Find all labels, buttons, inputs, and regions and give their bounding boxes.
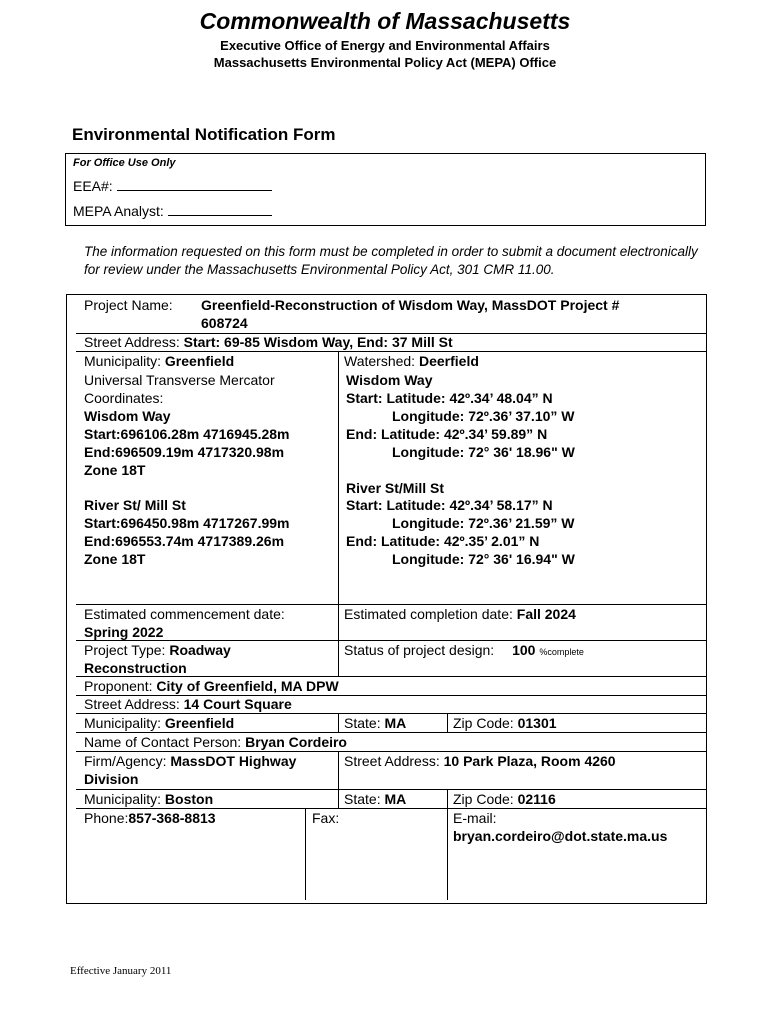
- mepa-analyst-input-line[interactable]: [168, 214, 272, 216]
- agency-name: Executive Office of Energy and Environmental Affairs: [220, 38, 550, 53]
- design-status-value: 100: [512, 642, 536, 658]
- eea-input-line[interactable]: [117, 189, 272, 191]
- column-divider: [447, 808, 448, 900]
- utm-line: Zone 18T: [84, 551, 146, 567]
- contact-state-row: [344, 790, 406, 808]
- latlon-line: Longitude: 72º.36’ 21.59” W: [392, 515, 575, 531]
- eea-label: EEA#:: [73, 178, 113, 194]
- email-value: bryan.cordeiro@dot.state.ma.us: [453, 828, 668, 844]
- project-municipality-label: Municipality:: [84, 353, 162, 369]
- latlon-line: Start: Latitude: 42º.34’ 48.04” N: [346, 390, 553, 406]
- phone-label: Phone:: [84, 810, 129, 826]
- eea-number-field[interactable]: [73, 178, 272, 194]
- contact-municipality-row: [84, 790, 213, 808]
- completion-label: Estimated completion date:: [344, 606, 513, 622]
- office-name: Massachusetts Environmental Policy Act (MEPA) Office: [213, 55, 557, 70]
- utm-line: Start:696106.28m 4716945.28m: [84, 426, 290, 442]
- contact-name-value: Bryan Cordeiro: [245, 734, 347, 750]
- contact-name-row: [84, 733, 347, 751]
- contact-name-label: Name of Contact Person:: [84, 734, 242, 750]
- project-name-value: Greenfield-Reconstruction of Wisdom Way, MassDOT Project #: [201, 297, 620, 313]
- latlon-title: Wisdom Way: [346, 372, 433, 388]
- latlon-line: End: Latitude: 42º.35’ 2.01” N: [346, 533, 540, 549]
- project-municipality-row: [84, 352, 234, 370]
- contact-zip-label: Zip Code:: [453, 791, 514, 807]
- proponent-zip-row: [453, 714, 557, 732]
- latlon-line: Longitude: 72º.36’ 37.10” W: [392, 408, 575, 424]
- proponent-value: City of Greenfield, MA DPW: [156, 678, 339, 694]
- fax-label: Fax:: [312, 810, 340, 826]
- commencement-label: Estimated commencement date:: [84, 606, 285, 622]
- proponent-label: Proponent:: [84, 678, 153, 694]
- column-divider: [338, 713, 339, 733]
- contact-state-value: MA: [384, 791, 407, 807]
- proponent-municipality-label: Municipality:: [84, 715, 162, 731]
- contact-municipality-value: Boston: [164, 791, 214, 807]
- design-status-unit: %complete: [539, 647, 584, 657]
- project-type-value: Roadway: [169, 642, 231, 658]
- instructions-text: The information requested on this form must be completed in order to submit a document electronically for review under the Massachusetts Environmental Policy Act, 301 CMR 11.00.: [84, 244, 698, 277]
- firm-value-cont: Division: [84, 771, 139, 787]
- latlon-line: Start: Latitude: 42º.34’ 58.17” N: [346, 497, 553, 513]
- utm-line: Start:696450.98m 4717267.99m: [84, 515, 290, 531]
- proponent-state-label: State:: [344, 715, 381, 731]
- watershed-row: [344, 352, 479, 370]
- contact-street-value: 10 Park Plaza, Room 4260: [443, 753, 616, 769]
- project-street-value: Start: 69-85 Wisdom Way, End: 37 Mill St: [183, 334, 453, 350]
- phone-row: [84, 809, 216, 827]
- column-divider: [447, 789, 448, 809]
- firm-label: Firm/Agency:: [84, 753, 167, 769]
- column-divider: [338, 751, 339, 789]
- contact-zip-value: 02116: [517, 791, 556, 807]
- project-type-value-cont: Reconstruction: [84, 660, 187, 676]
- utm-line: End:696553.74m 4717389.26m: [84, 533, 285, 549]
- proponent-zip-label: Zip Code:: [453, 715, 514, 731]
- proponent-street-value: 14 Court Square: [183, 696, 292, 712]
- firm-value: MassDOT Highway: [170, 753, 297, 769]
- proponent-municipality-value: Greenfield: [164, 715, 235, 731]
- utm-label-cont: Coordinates:: [84, 390, 164, 406]
- proponent-state-value: MA: [384, 715, 407, 731]
- mepa-analyst-field[interactable]: [73, 203, 272, 219]
- contact-street-row: [344, 752, 616, 770]
- column-divider: [338, 789, 339, 809]
- utm-line: River St/ Mill St: [84, 497, 186, 513]
- utm-line: End:696509.19m 4717320.98m: [84, 444, 285, 460]
- project-type-label: Project Type:: [84, 642, 166, 658]
- contact-zip-row: [453, 790, 556, 808]
- design-status-label: Status of project design:: [344, 642, 495, 658]
- project-name-label: Project Name:: [84, 297, 173, 313]
- latlon-line: Longitude: 72° 36' 18.96" W: [392, 444, 575, 460]
- document-title: Commonwealth of Massachusetts: [199, 8, 571, 34]
- column-divider: [338, 351, 339, 677]
- latlon-line: End: Latitude: 42º.34’ 59.89” N: [346, 426, 548, 442]
- proponent-row: [84, 677, 339, 695]
- contact-street-label: Street Address:: [344, 753, 440, 769]
- utm-line: Wisdom Way: [84, 408, 171, 424]
- utm-line: Zone 18T: [84, 462, 146, 478]
- office-use-label: For Office Use Only: [73, 157, 176, 169]
- proponent-street-row: [84, 695, 292, 713]
- completion-value: Fall 2024: [516, 606, 576, 622]
- proponent-state-row: [344, 714, 406, 732]
- commencement-value: Spring 2022: [84, 624, 164, 640]
- form-title: Environmental Notification Form: [72, 125, 336, 144]
- watershed-label: Watershed:: [344, 353, 416, 369]
- completion-row: [344, 605, 576, 623]
- latlon-line: Longitude: 72° 36' 16.94" W: [392, 551, 575, 567]
- mepa-analyst-label: MEPA Analyst:: [73, 203, 164, 219]
- column-divider: [305, 808, 306, 900]
- contact-municipality-label: Municipality:: [84, 791, 162, 807]
- project-type-row: [84, 641, 231, 659]
- design-status-row: [344, 641, 584, 661]
- project-street-label: Street Address:: [84, 334, 180, 350]
- project-info-box: [66, 294, 707, 904]
- latlon-title: River St/Mill St: [346, 480, 445, 496]
- contact-state-label: State:: [344, 791, 381, 807]
- proponent-municipality-row: [84, 714, 234, 732]
- phone-value: 857-368-8813: [128, 810, 216, 826]
- email-label: E-mail:: [453, 810, 497, 826]
- column-divider: [447, 713, 448, 733]
- proponent-street-label: Street Address:: [84, 696, 180, 712]
- project-municipality-value: Greenfield: [164, 353, 235, 369]
- effective-date-footer: Effective January 2011: [70, 965, 172, 977]
- project-number-value: 608724: [201, 315, 248, 331]
- proponent-zip-value: 01301: [517, 715, 557, 731]
- watershed-value: Deerfield: [418, 353, 479, 369]
- project-street-row: [84, 333, 453, 351]
- utm-label: Universal Transverse Mercator: [84, 372, 275, 388]
- firm-row: [84, 752, 296, 770]
